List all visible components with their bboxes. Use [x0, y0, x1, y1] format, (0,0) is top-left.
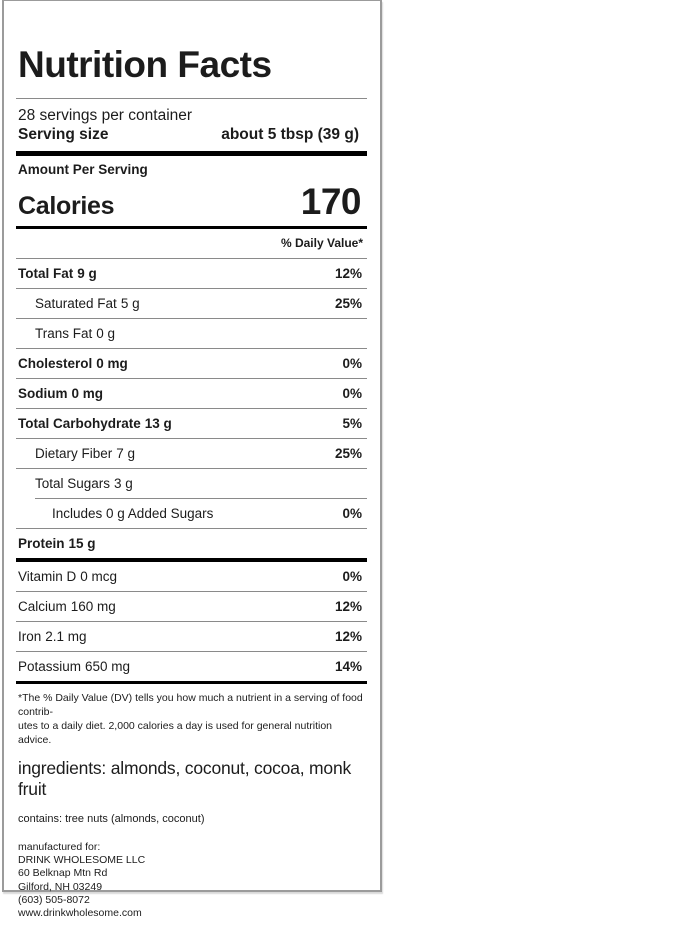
nutrient-amount: 2.1 mg — [45, 629, 87, 644]
nutrient-amount: 0 mg — [71, 386, 104, 401]
nutrient-row — [16, 259, 367, 289]
nutrient-row — [16, 289, 367, 319]
nutrient-name: Saturated Fat — [35, 296, 117, 311]
nutrient-row — [16, 379, 367, 409]
calories-row — [18, 181, 367, 222]
nutrient-amount: 650 mg — [85, 659, 131, 674]
nutrient-row — [16, 349, 367, 379]
footnote-line: *The % Daily Value (DV) tells you how much a nutrient in a serving of food contrib- — [18, 692, 363, 718]
nutrient-name: Trans Fat — [35, 326, 93, 341]
nutrient-row — [16, 652, 367, 684]
allergen-contains-line: contains: tree nuts (almonds, coconut) — [18, 813, 205, 825]
daily-value-footnote — [18, 691, 367, 747]
nutrient-name: Includes 0 g Added Sugars — [52, 506, 214, 521]
nutrient-daily-value: 12% — [334, 599, 362, 614]
nutrient-name: Total Fat — [18, 266, 74, 281]
nutrient-daily-value: 12% — [334, 266, 362, 281]
nutrient-name: Calcium — [18, 599, 67, 614]
nutrient-daily-value: 0% — [342, 386, 362, 401]
nutrient-row — [16, 622, 367, 652]
nutrient-daily-value: 25% — [334, 296, 362, 311]
nutrient-name: Sodium — [18, 386, 68, 401]
nutrient-amount: 5 g — [120, 296, 140, 311]
nutrient-daily-value: 0% — [342, 506, 362, 521]
nutrient-name: Potassium — [18, 659, 82, 674]
nutrient-amount: 0 mg — [96, 356, 128, 371]
nutrient-name: Cholesterol — [18, 356, 93, 371]
label-title: Nutrition Facts — [18, 44, 272, 85]
nutrition-facts-label — [2, 0, 382, 920]
nutrient-name: Vitamin D — [18, 569, 77, 584]
serving-size-value: about 5 tbsp (39 g) — [221, 126, 359, 143]
nutrient-daily-value: 5% — [342, 416, 362, 431]
nutrient-name: Total Carbohydrate — [18, 416, 141, 431]
nutrient-amount: 9 g — [77, 266, 97, 281]
serving-size-label: Serving size — [18, 126, 109, 143]
address-line: DRINK WHOLESOME LLC — [18, 854, 146, 867]
nutrient-row — [16, 562, 367, 592]
address-line: 60 Belknap Mtn Rd — [18, 867, 108, 880]
nutrient-name: Dietary Fiber — [35, 446, 113, 461]
footnote-line: utes to a daily diet. 2,000 calories a day is used for general nutrition advice. — [18, 720, 333, 746]
calories-label: Calories — [18, 192, 115, 220]
amount-per-serving: Amount Per Serving — [18, 162, 148, 177]
serving-size-row — [18, 126, 367, 144]
nutrient-daily-value: 25% — [334, 446, 362, 461]
nutrient-daily-value: 0% — [342, 356, 362, 371]
nutrient-daily-value: 0% — [342, 569, 362, 584]
nutrient-row — [16, 469, 367, 499]
address-line: Gilford, NH 03249 — [18, 880, 103, 893]
nutrient-row — [16, 592, 367, 622]
nutrient-daily-value: 12% — [334, 629, 362, 644]
nutrient-name: Total Sugars — [35, 476, 111, 491]
nutrient-daily-value: 14% — [334, 659, 362, 674]
nutrient-row — [16, 409, 367, 439]
address-line: manufactured for: — [18, 841, 101, 853]
nutrient-amount: 0 mcg — [80, 569, 118, 584]
address-line: (603) 505-8072 — [18, 893, 90, 906]
thick-bar-after-serving-size — [16, 151, 367, 156]
daily-value-header: % Daily Value* — [280, 236, 363, 250]
ingredients-line: ingredients: almonds, coconut, cocoa, monk fruit — [18, 758, 352, 799]
address-line: www.drinkwholesome.com — [18, 907, 142, 920]
nutrient-amount: 15 g — [68, 536, 96, 551]
manufacturer-address — [18, 841, 367, 920]
servings-per-container: 28 servings per container — [18, 107, 193, 124]
divider-under-title — [16, 98, 367, 99]
nutrient-row — [16, 439, 367, 469]
calories-value: 170 — [300, 181, 361, 222]
nutrient-name: Protein — [18, 536, 65, 551]
nutrient-row — [16, 529, 367, 562]
row-divider — [16, 681, 367, 684]
nutrient-amount: 3 g — [114, 476, 133, 491]
nutrient-amount: 7 g — [116, 446, 136, 461]
nutrient-row — [16, 499, 367, 529]
nutrient-row — [16, 319, 367, 349]
nutrient-amount: 13 g — [144, 416, 172, 431]
nutrient-rows — [16, 259, 367, 684]
nutrient-amount: 0 g — [96, 326, 116, 341]
nutrient-name: Iron — [18, 629, 42, 644]
nutrient-amount: 160 mg — [70, 599, 116, 614]
